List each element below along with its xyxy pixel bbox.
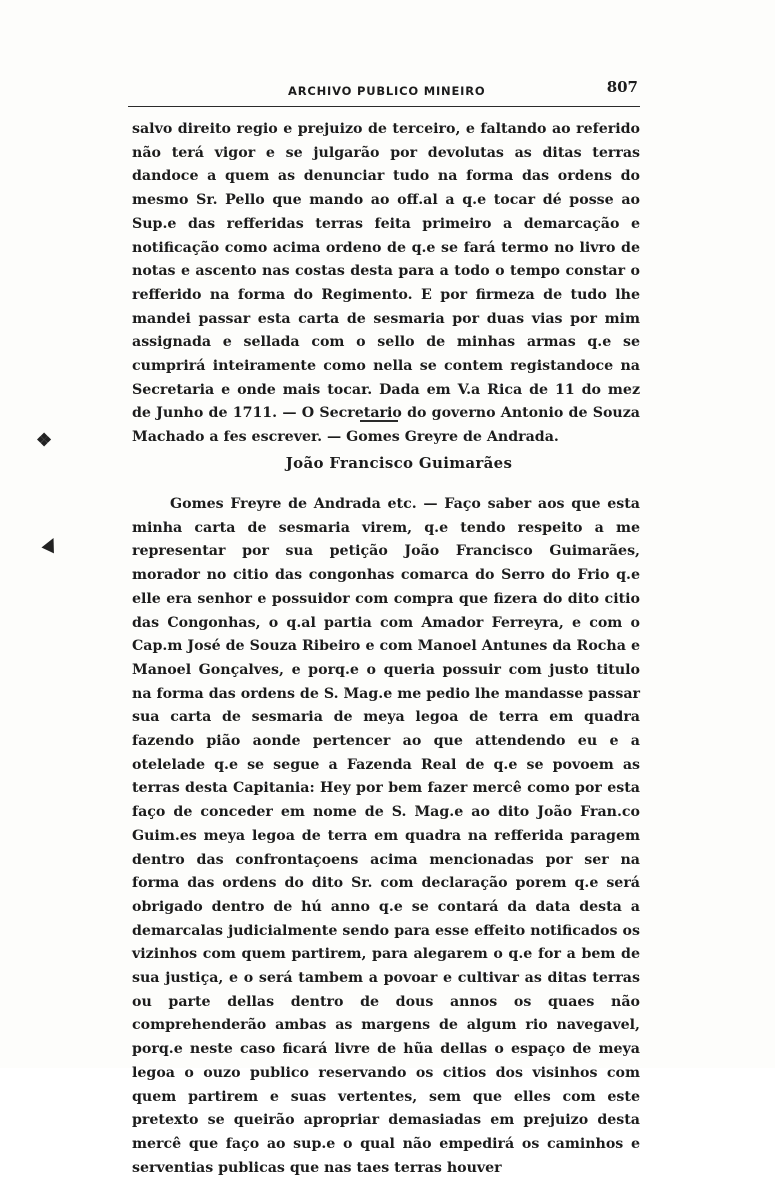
section-divider bbox=[360, 420, 398, 422]
paragraph-closing-grant: salvo direito regio e prejuizo de terceiro, e faltando ao referido não terá vigor e se julgarão por devolutas as ditas terras dandoce a quem as denunciar tudo na forma das ordens do mesmo Sr. Pello que mando ao off.al a q.e tocar dé posse ao Sup.e das refferidas terras feita primeiro a demarcação e notificação como acima ordeno de q.e se fará termo no livro de notas e ascento nas costas desta para a todo o tempo constar o refferido na forma do Regimento. E por firmeza de tudo lhe mandei passar esta carta de sesmaria por duas vias por mim assignada e sellada com o sello de minhas armas q.e se cumprirá inteiramente como nella se contem registandoce na Secretaria e onde mais tocar. Dada em V.a Rica de 11 do mez de Junho de 1711. — O Secretario do governo Antonio de Souza Machado a fes escrever. — Gomes Greyre de Andrada. bbox=[132, 121, 640, 446]
page-header bbox=[128, 78, 640, 102]
margin-mark-icon: ❖ bbox=[36, 430, 53, 451]
page-number: 807 bbox=[606, 78, 638, 96]
header-rule bbox=[128, 106, 640, 107]
paragraph-sesmaria-grant: Gomes Freyre de Andrada etc. — Faço saber aos que esta minha carta de sesmaria virem, q.e tendo respeito a me representar por sua petição João Francisco Guimarães, morador no citio das congonhas comarca do Serro do Frio q.e elle era senhor e possuidor com compra que fizera do dito citio das Congonhas, o q.al partia com Amador Ferreyra, e com o Cap.m José de Souza Ribeiro e com Manoel Antunes da Rocha e Manoel Gonçalves, e porq.e o queria possuir com justo titulo na forma das ordens de S. Mag.e me pedio lhe mandasse passar sua carta de sesmaria de meya legoa de terra em quadra fazendo pião aonde pertencer ao que attendendo eu e a otelelade q.e se segue a Fazenda Real de q.e se povoem as terras desta Capitania: Hey por bem fazer mercê como por esta faço de conceder em nome de S. Mag.e ao dito João Fran.co Guim.es meya legoa de terra em quadra na refferida paragem dentro das confrontaçoens acima mencionadas por ser na forma das ordens do dito Sr. com declaração porem q.e será obrigado dentro de hú anno q.e se contará da data desta a demarcalas judicialmente sendo para esse effeito notificados os vizinhos com quem partirem, para alegarem o q.e for a bem de sua justiça, e o será tambem a povoar e cultivar as ditas terras ou parte dellas dentro de dous annos os quaes não comprehenderão ambas as margens de algum rio navegavel, porq.e neste caso ficará livre de hũa dellas o espaço de meya legoa o ouzo publico reservando os citios dos visinhos com quem partirem e suas vertentes, sem que elles com este pretexto se queirão apropriar demasiadas em prejuizo desta mercê que faço ao sup.e o qual não empedirá os caminhos e serventias publicas que nas taes terras houver bbox=[132, 496, 640, 1176]
section-heading: João Francisco Guimarães bbox=[285, 454, 513, 472]
margin-mark-icon: ▲ bbox=[40, 531, 62, 556]
running-title: ARCHIVO PUBLICO MINEIRO bbox=[288, 84, 486, 98]
